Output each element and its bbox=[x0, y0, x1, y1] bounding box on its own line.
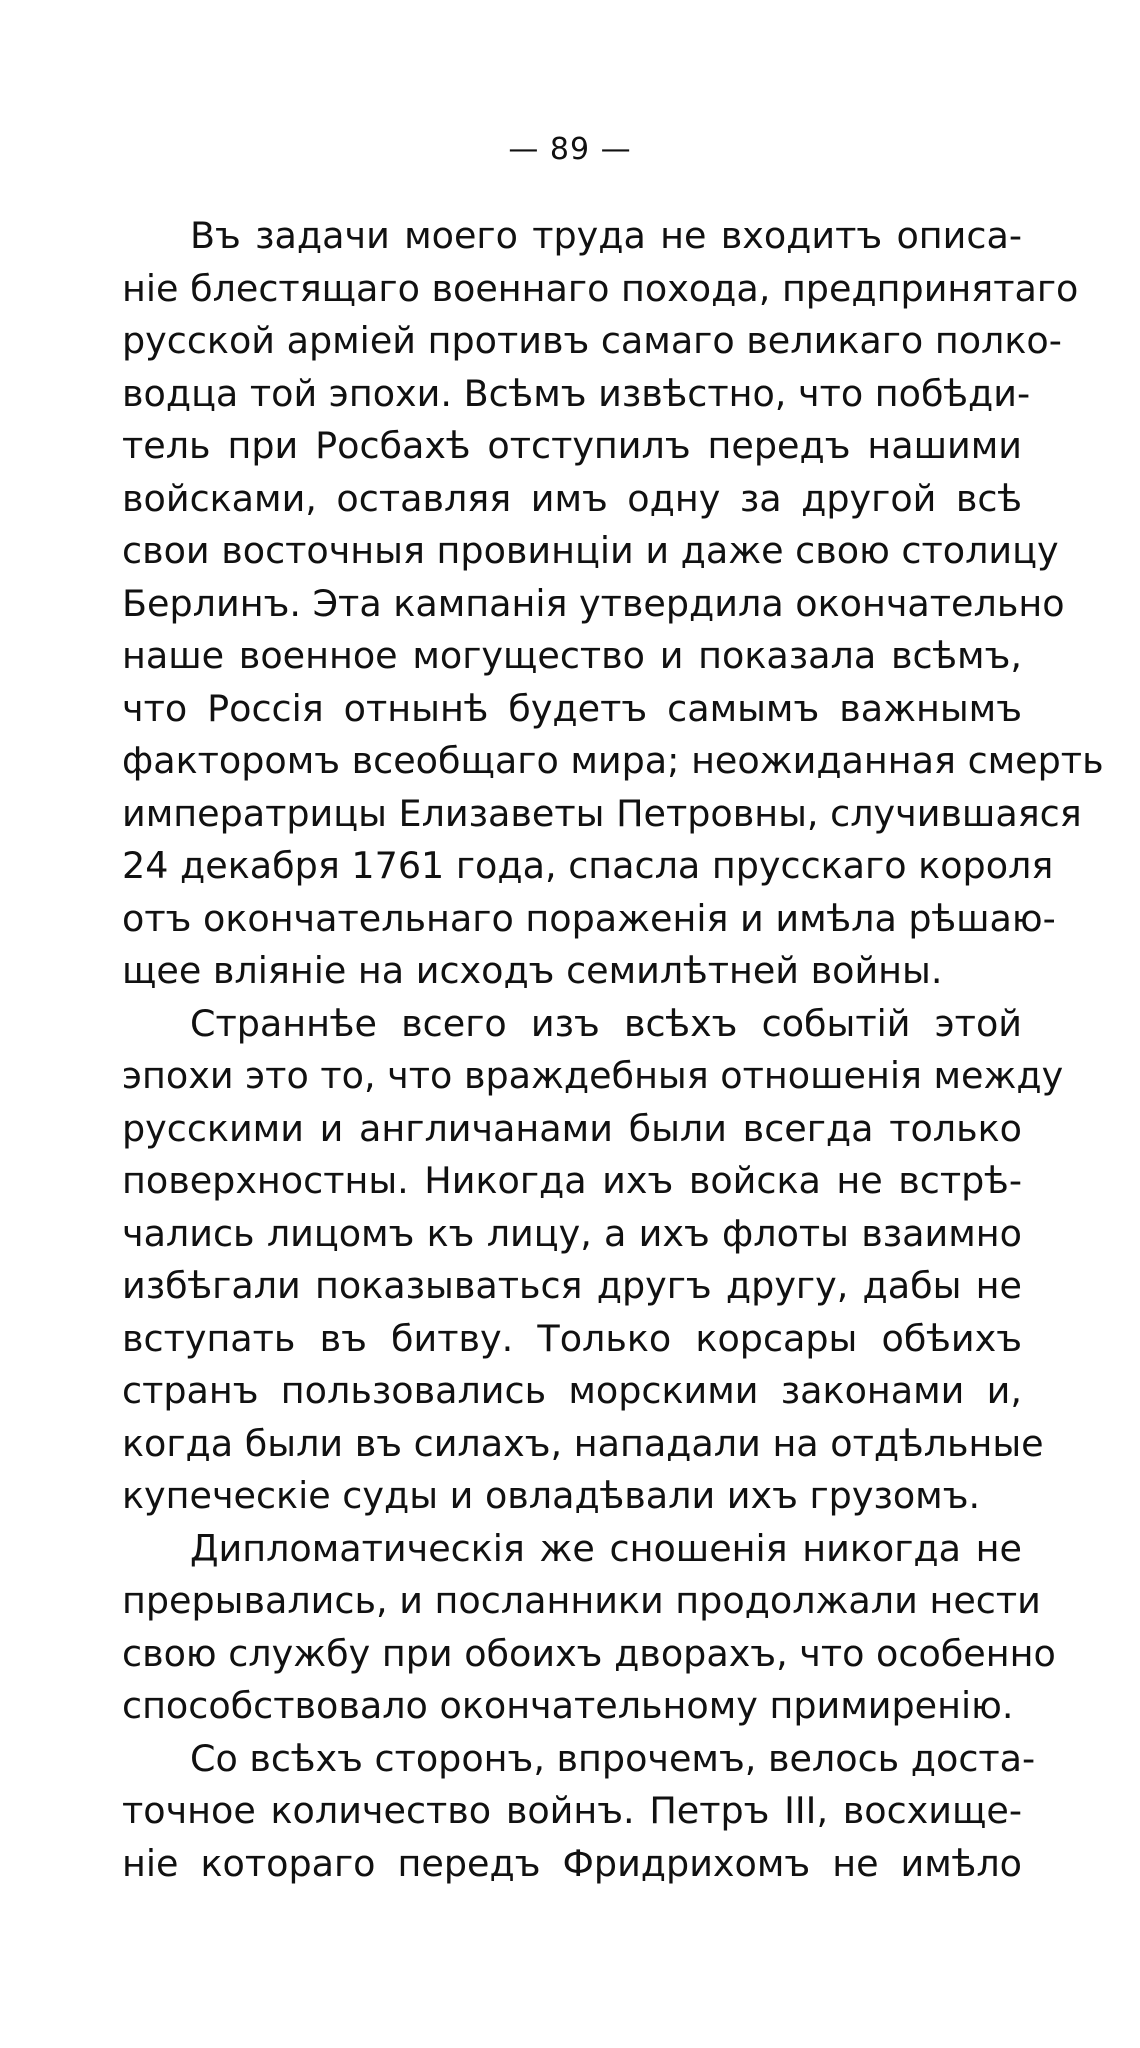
text-line: отъ окончательнаго пораженiя и имѣла рѣшаю- bbox=[122, 896, 1056, 940]
text-line: русской армiей противъ самаго великаго полко- bbox=[122, 319, 1062, 362]
text-line: Со всѣхъ сторонъ, впрочемъ, велось доста- bbox=[190, 1736, 1036, 1780]
paragraph-1 bbox=[122, 210, 1104, 998]
text-line: Страннѣе всего изъ всѣхъ событiй этой bbox=[190, 1001, 1022, 1045]
text-line: тель при Росбахѣ отступилъ передъ нашими bbox=[122, 424, 1022, 467]
text-line: купеческiе суды и овладѣвали ихъ грузомъ. bbox=[122, 1474, 981, 1517]
text-line: избѣгали показываться другъ другу, дабы не bbox=[122, 1264, 1022, 1307]
text-line: Въ задачи моего труда не входитъ описа- bbox=[190, 214, 1022, 257]
text-line: способствовало окончательному примиренiю. bbox=[122, 1684, 1014, 1727]
text-line: нiе котораго передъ Фридрихомъ не имѣло bbox=[122, 1841, 1022, 1885]
text-line: русскими и англичанами были всегда только bbox=[122, 1106, 1022, 1150]
text-line: войсками, оставляя имъ одну за другой всѣ bbox=[122, 476, 1022, 520]
text-line: Дипломатическiя же сношенiя никогда не bbox=[190, 1526, 1022, 1570]
text-line: свои восточныя провинцiи и даже свою столицу bbox=[122, 529, 1059, 572]
text-line: прерывались, и посланники продолжали нести bbox=[122, 1579, 1041, 1622]
body-text bbox=[122, 210, 1104, 1890]
text-line: наше военное могущество и показала всѣмъ, bbox=[122, 634, 1022, 677]
page-number: — 89 — bbox=[508, 132, 632, 167]
text-line: когда были въ силахъ, нападали на отдѣльные bbox=[122, 1421, 1044, 1465]
text-line: императрицы Елизаветы Петровны, случившаяся bbox=[122, 791, 1082, 835]
text-line: щее влiянiе на исходъ семилѣтней войны. bbox=[122, 949, 943, 992]
text-line: нiе блестящаго военнаго похода, предпринятаго bbox=[122, 266, 1079, 310]
text-line: эпохи это то, что враждебныя отношенiя между bbox=[122, 1054, 1064, 1097]
text-line: точное количество войнъ. Петръ III, восхище- bbox=[122, 1789, 1022, 1832]
paragraph-2 bbox=[122, 998, 1064, 1523]
text-line: Берлинъ. Эта кампанiя утвердила окончательно bbox=[122, 581, 1065, 625]
text-line: вступать въ битву. Только корсары обѣихъ bbox=[122, 1316, 1022, 1360]
paragraph-3 bbox=[122, 1523, 1056, 1733]
text-line: водца той эпохи. Всѣмъ извѣстно, что побѣди- bbox=[122, 371, 1031, 415]
text-line: факторомъ всеобщаго мира; неожиданная смерть bbox=[122, 739, 1104, 782]
text-line: свою службу при обоихъ дворахъ, что особенно bbox=[122, 1631, 1056, 1675]
paragraph-4 bbox=[122, 1733, 1036, 1891]
text-line: что Россiя отнынѣ будетъ самымъ важнымъ bbox=[122, 686, 1022, 730]
text-line: 24 декабря 1761 года, спасла прусскаго короля bbox=[122, 844, 1054, 887]
text-line: поверхностны. Никогда ихъ войска не встрѣ- bbox=[122, 1159, 1022, 1202]
text-line: странъ пользовались морскими законами и, bbox=[122, 1369, 1022, 1412]
text-line: чались лицомъ къ лицу, а ихъ флоты взаимно bbox=[122, 1211, 1022, 1255]
